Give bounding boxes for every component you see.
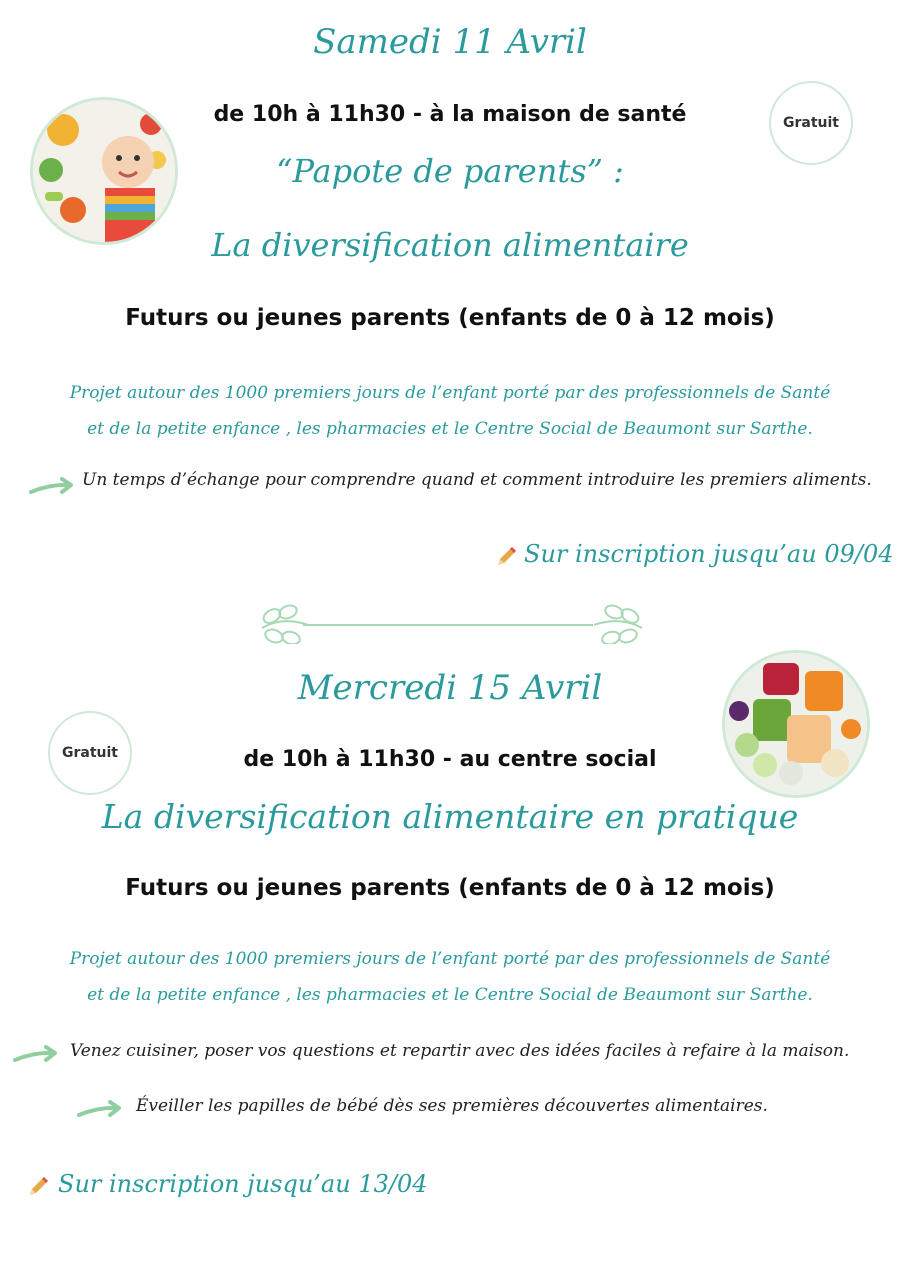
pencil-icon (26, 1175, 50, 1203)
event2-project-line1: Projet autour des 1000 premiers jours de l’enfant porté par des professionnels de Santé (69, 949, 831, 969)
arrow-icon (76, 1099, 124, 1125)
event2-bullet-2: Éveiller les papilles de bébé dès ses premières découvertes alimentaires. (136, 1096, 768, 1116)
arrow-icon (28, 476, 76, 502)
event1-title-line2: La diversification alimentaire (211, 226, 689, 264)
event1-free-badge: Gratuit (769, 81, 853, 165)
event2-bullet-1: Venez cuisiner, poser vos questions et repartir avec des idées faciles à refaire à la maison. (70, 1041, 850, 1061)
event1-date: Samedi 11 Avril (313, 22, 587, 62)
event2-free-badge: Gratuit (48, 711, 132, 795)
pencil-icon (494, 545, 518, 573)
event2-date: Mercredi 15 Avril (297, 668, 603, 708)
event2-audience: Futurs ou jeunes parents (enfants de 0 à 12 mois) (125, 875, 775, 901)
event1-registration: Sur inscription jusqu’au 09/04 (524, 540, 894, 568)
event1-title-line1: “Papote de parents” : (276, 152, 624, 190)
event1-project-line1: Projet autour des 1000 premiers jours de l’enfant porté par des professionnels de Santé (69, 383, 831, 403)
event1-audience: Futurs ou jeunes parents (enfants de 0 à 12 mois) (125, 305, 775, 331)
event1-time-place: de 10h à 11h30 - à la maison de santé (213, 102, 687, 127)
event1-project-line2: et de la petite enfance , les pharmacies et le Centre Social de Beaumont sur Sarthe. (87, 419, 813, 439)
arrow-icon (12, 1044, 60, 1070)
leaf-divider-icon (258, 598, 646, 648)
event2-time-place: de 10h à 11h30 - au centre social (243, 747, 657, 772)
event2-registration: Sur inscription jusqu’au 13/04 (58, 1170, 428, 1198)
event1-bullet-1: Un temps d’échange pour comprendre quand et comment introduire les premiers aliments. (82, 470, 872, 490)
event2-project-line2: et de la petite enfance , les pharmacies et le Centre Social de Beaumont sur Sarthe. (87, 985, 813, 1005)
event2-title: La diversification alimentaire en pratique (101, 797, 799, 836)
fruit-puree-photo (722, 650, 870, 798)
